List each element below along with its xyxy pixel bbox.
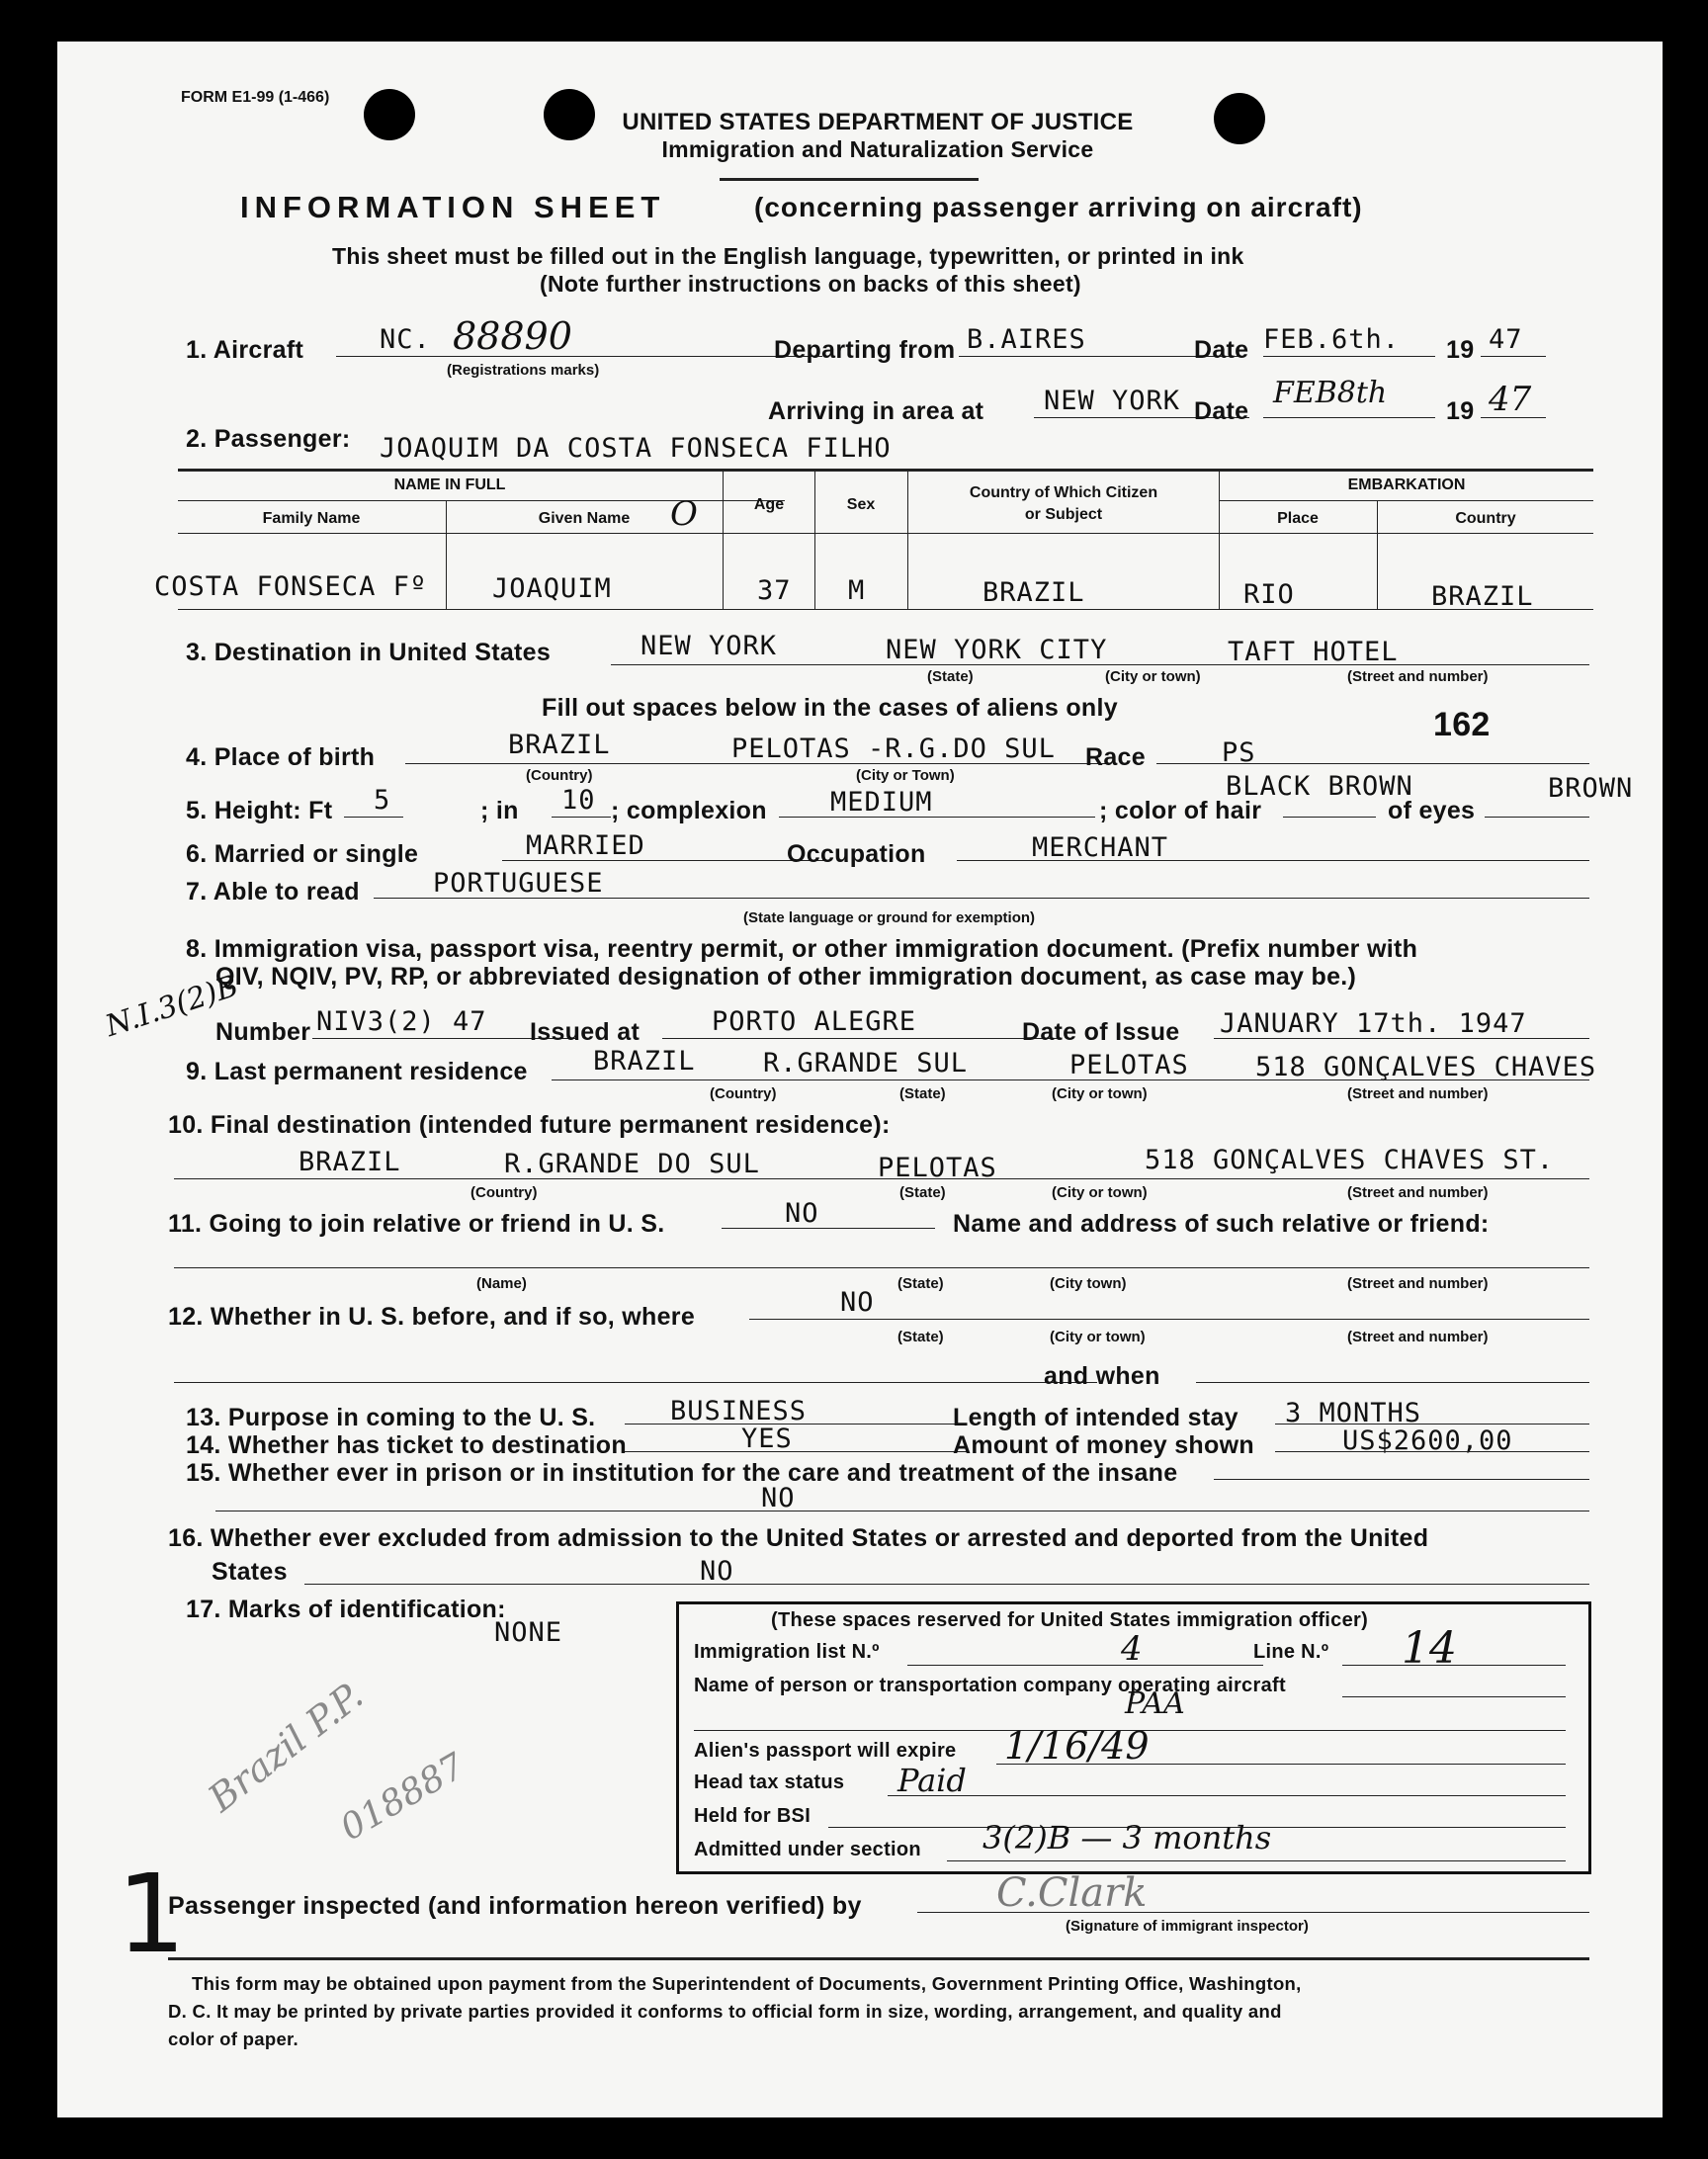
able-read-value: PORTUGUESE bbox=[433, 868, 604, 899]
us-before-line-2 bbox=[174, 1382, 1097, 1383]
res-state-caption: (State) bbox=[899, 1085, 946, 1102]
hair-line bbox=[1283, 817, 1376, 818]
race-label: Race bbox=[1085, 743, 1146, 771]
departing-from: B.AIRES bbox=[967, 324, 1086, 355]
line-no-value: 14 bbox=[1402, 1623, 1457, 1674]
arrive-year: 47 bbox=[1489, 380, 1532, 419]
arrive-year-line bbox=[1481, 417, 1546, 418]
depart-date-label: Date bbox=[1194, 336, 1249, 364]
head-tax-label: Head tax status bbox=[694, 1771, 845, 1793]
going-join-label: 11. Going to join relative or friend in U. S. bbox=[168, 1210, 665, 1238]
sex-header: Sex bbox=[846, 496, 876, 513]
height-in-line bbox=[552, 817, 611, 818]
header-rule bbox=[720, 178, 979, 181]
footer-line-1: This form may be obtained upon payment from the Superintendent of Documents, Government Printing Office, Washington, bbox=[192, 1973, 1302, 1994]
passport-expire-label: Alien's passport will expire bbox=[694, 1740, 957, 1762]
imm-list-value: 4 bbox=[1121, 1629, 1143, 1669]
departing-label: Departing from bbox=[774, 336, 956, 364]
going-join-line bbox=[722, 1228, 935, 1229]
eyes-value: BROWN bbox=[1548, 773, 1634, 804]
punch-hole-left bbox=[364, 89, 415, 140]
race-value: PS bbox=[1222, 737, 1256, 768]
age-value: 37 bbox=[757, 575, 792, 606]
us-before-label: 12. Whether in U. S. before, and if so, where bbox=[168, 1303, 696, 1331]
and-when-label: and when bbox=[1044, 1362, 1160, 1390]
embarkation-header: EMBARKATION bbox=[1347, 476, 1466, 493]
birth-city: PELOTAS -R.G.DO SUL bbox=[731, 734, 1056, 764]
us-before-line bbox=[749, 1319, 1589, 1320]
complexion-line bbox=[779, 817, 1095, 818]
complexion-label: ; complexion bbox=[611, 797, 767, 824]
and-when-line bbox=[1196, 1382, 1589, 1383]
date-issue-label: Date of Issue bbox=[1022, 1018, 1180, 1046]
excluded-label-2: States bbox=[212, 1558, 288, 1586]
height-label: 5. Height: Ft bbox=[186, 797, 333, 824]
officer-reserved-note: (These spaces reserved for United States immigration officer) bbox=[771, 1609, 1369, 1631]
final-country: BRAZIL bbox=[299, 1147, 401, 1177]
admitted-label: Admitted under section bbox=[694, 1839, 921, 1860]
company-line bbox=[1342, 1696, 1566, 1697]
doc-margin-note: N.I.3(2)B bbox=[101, 968, 243, 1045]
signature-caption: (Signature of immigrant inspector) bbox=[1066, 1918, 1309, 1935]
line-no-line bbox=[1342, 1665, 1566, 1666]
aliens-only-note: Fill out spaces below in the cases of aliens only bbox=[542, 694, 1118, 722]
us-before-city-caption: (City or town) bbox=[1050, 1329, 1146, 1345]
department-name: UNITED STATES DEPARTMENT OF JUSTICE bbox=[622, 109, 1134, 135]
money-line bbox=[1275, 1451, 1589, 1452]
arrive-date-line bbox=[1263, 417, 1435, 418]
relative-line bbox=[174, 1267, 1589, 1268]
given-name-value: JOAQUIM bbox=[492, 573, 612, 604]
inspected-label: Passenger inspected (and information hereon verified) by bbox=[168, 1892, 862, 1920]
occupation-label: Occupation bbox=[787, 840, 926, 868]
aircraft-number: 88890 bbox=[453, 314, 572, 358]
final-city: PELOTAS bbox=[878, 1153, 997, 1183]
passport-expire-value: 1/16/49 bbox=[1004, 1724, 1150, 1768]
excluded-label-1: 16. Whether ever excluded from admission to the United States or arrested and deported from the United bbox=[168, 1524, 1429, 1552]
citizen-header-2: or Subject bbox=[1024, 506, 1103, 523]
race-line bbox=[1156, 763, 1589, 764]
margin-page-number: 1 bbox=[117, 1851, 186, 1977]
purpose-value: BUSINESS bbox=[670, 1396, 808, 1426]
admitted-value: 3(2)B — 3 months bbox=[982, 1819, 1272, 1857]
occupation-line bbox=[957, 860, 1589, 861]
citizen-header-1: Country of Which Citizen bbox=[969, 484, 1158, 501]
state-language-caption: (State language or ground for exemption) bbox=[743, 909, 1036, 926]
passenger-name: JOAQUIM DA COSTA FONSECA FILHO bbox=[380, 433, 892, 464]
table-bottom-rule bbox=[178, 609, 1593, 610]
money-value: US$2600,00 bbox=[1342, 1425, 1513, 1456]
going-join-value: NO bbox=[785, 1198, 819, 1229]
eyes-label: of eyes bbox=[1388, 797, 1476, 824]
final-state: R.GRANDE DO SUL bbox=[504, 1149, 760, 1179]
arrive-year-label: 19 bbox=[1446, 397, 1475, 425]
emb-place-header: Place bbox=[1277, 510, 1319, 527]
form-number: FORM E1-99 (1-466) bbox=[181, 89, 330, 106]
emb-country-header: Country bbox=[1455, 510, 1516, 527]
page-title: INFORMATION SHEET bbox=[240, 190, 666, 224]
imm-list-label: Immigration list N.º bbox=[694, 1641, 880, 1663]
ticket-value: YES bbox=[741, 1424, 793, 1454]
final-dest-line bbox=[174, 1178, 1589, 1179]
prison-label: 15. Whether ever in prison or in institution for the care and treatment of the insane bbox=[186, 1459, 1178, 1487]
height-ft-line bbox=[344, 817, 403, 818]
head-tax-line bbox=[888, 1795, 1566, 1796]
page-subtitle: (concerning passenger arriving on aircraft) bbox=[754, 192, 1363, 222]
number-label: Number bbox=[215, 1018, 311, 1046]
given-name-mark: O bbox=[670, 494, 698, 534]
passport-expire-line bbox=[996, 1764, 1566, 1765]
res-city: PELOTAS bbox=[1069, 1050, 1189, 1080]
table-header-bottom bbox=[178, 533, 1593, 534]
punch-hole-right bbox=[1214, 93, 1265, 144]
res-street-caption: (Street and number) bbox=[1347, 1085, 1489, 1102]
line-no-label: Line N.º bbox=[1253, 1641, 1329, 1663]
length-stay-line bbox=[1275, 1424, 1589, 1425]
footer-rule bbox=[168, 1957, 1589, 1960]
dest-street: TAFT HOTEL bbox=[1228, 637, 1399, 667]
q8-line-1: 8. Immigration visa, passport visa, reentry permit, or other immigration document. (Prefix number with bbox=[186, 935, 1418, 963]
inspector-line bbox=[917, 1912, 1589, 1913]
q8-line-2: QIV, NQIV, PV, RP, or abbreviated designation of other immigration document, as case may be.) bbox=[215, 963, 1357, 991]
res-country-caption: (Country) bbox=[710, 1085, 777, 1102]
married-label: 6. Married or single bbox=[186, 840, 419, 868]
table-col-divider-3 bbox=[814, 471, 815, 609]
dest-street-caption: (Street and number) bbox=[1347, 668, 1489, 685]
last-residence-label: 9. Last permanent residence bbox=[186, 1058, 528, 1085]
ticket-label: 14. Whether has ticket to destination bbox=[186, 1431, 627, 1459]
res-street: 518 GONÇALVES CHAVES bbox=[1255, 1052, 1597, 1082]
height-in: 10 bbox=[561, 785, 596, 816]
aircraft-prefix: NC. bbox=[380, 324, 431, 355]
emb-place-value: RIO bbox=[1243, 579, 1295, 610]
hair-label: ; color of hair bbox=[1099, 797, 1262, 824]
instruction-line-2: (Note further instructions on backs of this sheet) bbox=[540, 271, 1081, 297]
document-page bbox=[57, 42, 1663, 2117]
name-in-full-header: NAME IN FULL bbox=[393, 476, 506, 493]
inspector-signature: C.Clark bbox=[996, 1870, 1148, 1916]
relative-street-caption: (Street and number) bbox=[1347, 1275, 1489, 1292]
doc-number: NIV3(2) 47 bbox=[316, 1006, 487, 1037]
complexion-value: MEDIUM bbox=[830, 787, 933, 818]
held-bsi-label: Held for BSI bbox=[694, 1805, 811, 1827]
issue-date-value: JANUARY 17th. 1947 bbox=[1220, 1008, 1527, 1039]
final-street-caption: (Street and number) bbox=[1347, 1184, 1489, 1201]
depart-date: FEB.6th. bbox=[1263, 324, 1401, 355]
prison-line bbox=[1214, 1479, 1589, 1480]
margin-note-passport: Brazil P.P. bbox=[200, 1673, 372, 1821]
marks-label: 17. Marks of identification: bbox=[186, 1596, 506, 1623]
margin-note-number: 018887 bbox=[333, 1746, 472, 1850]
able-read-line bbox=[374, 898, 1589, 899]
arrive-date: FEB8th bbox=[1273, 376, 1388, 410]
family-name-value: COSTA FONSECA Fº bbox=[154, 571, 428, 602]
arriving-label: Arriving in area at bbox=[768, 397, 984, 425]
married-line bbox=[502, 860, 828, 861]
occupation-value: MERCHANT bbox=[1032, 832, 1169, 863]
us-before-state-caption: (State) bbox=[897, 1329, 944, 1345]
arriving-area: NEW YORK bbox=[1044, 386, 1181, 416]
aircraft-label: 1. Aircraft bbox=[186, 336, 304, 364]
company-value: PAA bbox=[1125, 1686, 1185, 1721]
place-birth-label: 4. Place of birth bbox=[186, 743, 376, 771]
married-value: MARRIED bbox=[526, 830, 645, 861]
marks-value: NONE bbox=[494, 1617, 563, 1648]
name-address-label: Name and address of such relative or friend: bbox=[953, 1210, 1490, 1238]
passenger-label: 2. Passenger: bbox=[186, 425, 351, 453]
emb-country-value: BRAZIL bbox=[1431, 581, 1534, 612]
dest-state: NEW YORK bbox=[640, 631, 778, 661]
res-country: BRAZIL bbox=[593, 1046, 696, 1077]
race-code: 162 bbox=[1433, 706, 1491, 743]
admitted-line bbox=[947, 1860, 1566, 1861]
able-read-label: 7. Able to read bbox=[186, 878, 360, 906]
depart-year-line bbox=[1481, 356, 1546, 357]
in-label: ; in bbox=[480, 797, 519, 824]
ticket-line bbox=[625, 1451, 967, 1452]
final-country-caption: (Country) bbox=[470, 1184, 538, 1201]
table-col-divider-2 bbox=[723, 471, 724, 609]
res-state: R.GRANDE SUL bbox=[763, 1048, 969, 1079]
age-header: Age bbox=[753, 496, 785, 513]
issue-date-line bbox=[1214, 1038, 1589, 1039]
depart-date-line bbox=[1263, 356, 1435, 357]
money-label: Amount of money shown bbox=[953, 1431, 1254, 1459]
destination-line bbox=[611, 664, 1589, 665]
sex-value: M bbox=[848, 575, 866, 606]
hair-value: BLACK BROWN bbox=[1226, 771, 1413, 802]
res-city-caption: (City or town) bbox=[1052, 1085, 1148, 1102]
depart-year-label: 19 bbox=[1446, 336, 1475, 364]
purpose-label: 13. Purpose in coming to the U. S. bbox=[186, 1404, 596, 1431]
purpose-line bbox=[625, 1424, 967, 1425]
birth-country-caption: (Country) bbox=[526, 767, 593, 784]
excluded-value: NO bbox=[700, 1556, 734, 1587]
us-before-street-caption: (Street and number) bbox=[1347, 1329, 1489, 1345]
height-ft: 5 bbox=[374, 785, 391, 816]
instruction-line-1: This sheet must be filled out in the English language, typewritten, or printed in ink bbox=[332, 243, 1244, 269]
footer-line-3: color of paper. bbox=[168, 2029, 299, 2049]
arrive-date-label: Date bbox=[1194, 397, 1249, 425]
final-dest-label: 10. Final destination (intended future permanent residence): bbox=[168, 1111, 891, 1139]
final-street: 518 GONÇALVES CHAVES ST. bbox=[1145, 1145, 1555, 1175]
issued-at-line bbox=[662, 1038, 1058, 1039]
final-state-caption: (State) bbox=[899, 1184, 946, 1201]
relative-city-caption: (City town) bbox=[1050, 1275, 1127, 1292]
dest-city-caption: (City or town) bbox=[1105, 668, 1201, 685]
destination-label: 3. Destination in United States bbox=[186, 639, 552, 666]
depart-year: 47 bbox=[1489, 324, 1523, 355]
dest-city: NEW YORK CITY bbox=[886, 635, 1108, 665]
relative-state-caption: (State) bbox=[897, 1275, 944, 1292]
registration-marks-label: (Registrations marks) bbox=[447, 362, 600, 379]
table-top-rule bbox=[178, 469, 1593, 472]
birth-country: BRAZIL bbox=[508, 730, 611, 760]
us-before-value: NO bbox=[840, 1287, 875, 1318]
service-name: Immigration and Naturalization Service bbox=[661, 136, 1094, 162]
final-city-caption: (City or town) bbox=[1052, 1184, 1148, 1201]
family-name-header: Family Name bbox=[262, 510, 361, 527]
birth-line bbox=[405, 763, 1107, 764]
length-stay-label: Length of intended stay bbox=[953, 1404, 1238, 1431]
head-tax-value: Paid bbox=[897, 1762, 967, 1799]
table-emb-rule bbox=[1219, 500, 1593, 501]
issued-at-label: Issued at bbox=[530, 1018, 640, 1046]
birth-city-caption: (City or Town) bbox=[856, 767, 955, 784]
footer-line-2: D. C. It may be printed by private parties provided it conforms to official form in size, wording, arrangement, and quality and bbox=[168, 2001, 1282, 2022]
excluded-line bbox=[304, 1584, 1589, 1585]
company-label: Name of person or transportation company operating aircraft bbox=[694, 1675, 1286, 1696]
prison-value: NO bbox=[761, 1483, 796, 1513]
length-stay-value: 3 MONTHS bbox=[1285, 1398, 1422, 1428]
eyes-line bbox=[1485, 817, 1589, 818]
dest-state-caption: (State) bbox=[927, 668, 974, 685]
relative-name-caption: (Name) bbox=[476, 1275, 527, 1292]
aircraft-line bbox=[336, 356, 822, 357]
imm-list-line bbox=[907, 1665, 1263, 1666]
given-name-header: Given Name bbox=[538, 510, 631, 527]
issued-at-value: PORTO ALEGRE bbox=[712, 1006, 917, 1037]
citizen-value: BRAZIL bbox=[982, 577, 1085, 608]
